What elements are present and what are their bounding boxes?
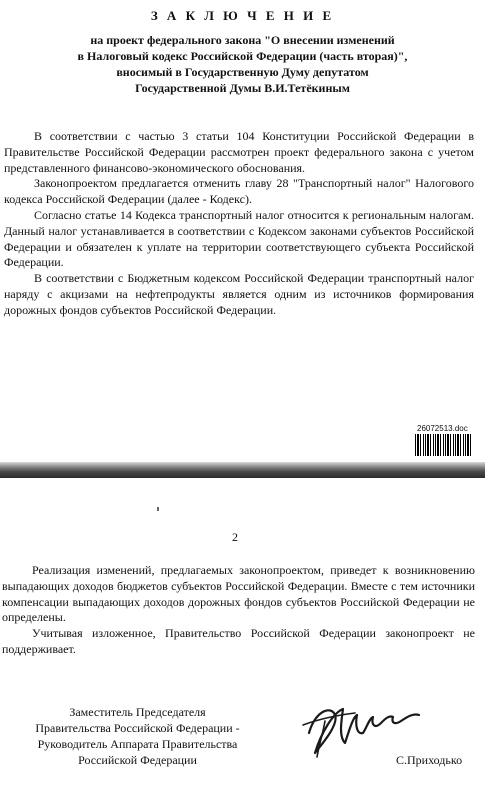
- position-line: Руководитель Аппарата Правительства: [37, 737, 238, 751]
- paragraph: Законопроектом предлагается отменить главу 28 "Транспортный налог" Налогового кодекса Российской Федерации (далее - Кодекс).: [4, 176, 474, 207]
- signatory-position: [0, 704, 275, 768]
- paragraph: В соответствии с частью 3 статьи 104 Конституции Российской Федерации в Правительстве Российской Федерации рассмотрен проект федерального закона с учетом представленного финансово-экономического обоснования.: [4, 129, 474, 175]
- scan-mark: [157, 507, 159, 511]
- handwritten-signature: [295, 693, 425, 761]
- subtitle-line: вносимый в Государственную Думу депутатом: [116, 65, 369, 79]
- paragraph: Согласно статье 14 Кодекса транспортный налог относится к региональным налогам. Данный налог устанавливается в соответствии с Кодексом законами субъектов Российской Федерации и обязателен к уплате на территории соответствующего субъекта Российской Федерации.: [4, 207, 474, 270]
- position-line: Правительства Российской Федерации -: [35, 721, 240, 735]
- position-line: Заместитель Председателя: [69, 705, 206, 719]
- page2-body: [2, 563, 475, 658]
- position-line: Российской Федерации: [78, 753, 197, 767]
- paragraph: Реализация изменений, предлагаемых законопроектом, приведет к возникновению выпадающих доходов бюджетов субъектов Российской Федерации. Вместе с тем источники компенсации выпадающих доходов дорожных фондов субъектов Российской Федерации не определены.: [2, 563, 475, 625]
- barcode: [415, 434, 471, 456]
- document-title: З А К Л Ю Ч Е Н И Е: [150, 8, 335, 23]
- page-separator: [0, 462, 485, 478]
- page1-body: [4, 129, 474, 319]
- document-file-id: 26072513.doc: [417, 424, 468, 433]
- subtitle-line: Государственной Думы В.И.Тетёкиным: [135, 81, 350, 95]
- paragraph: В соответствии с Бюджетным кодексом Российской Федерации транспортный налог наряду с акцизами на нефтепродукты является одним из источников формирования дорожных фондов субъектов Российской Федерации.: [4, 271, 474, 317]
- subtitle-line: на проект федерального закона "О внесении изменений: [90, 33, 395, 47]
- paragraph: Учитывая изложенное, Правительство Российской Федерации законопроект не поддерживает.: [2, 626, 475, 656]
- subtitle-line: в Налоговый кодекс Российской Федерации (часть вторая)",: [77, 49, 408, 63]
- page-number: 2: [232, 530, 238, 544]
- signatory-name: С.Приходько: [396, 753, 463, 767]
- document-subtitle: [0, 32, 485, 96]
